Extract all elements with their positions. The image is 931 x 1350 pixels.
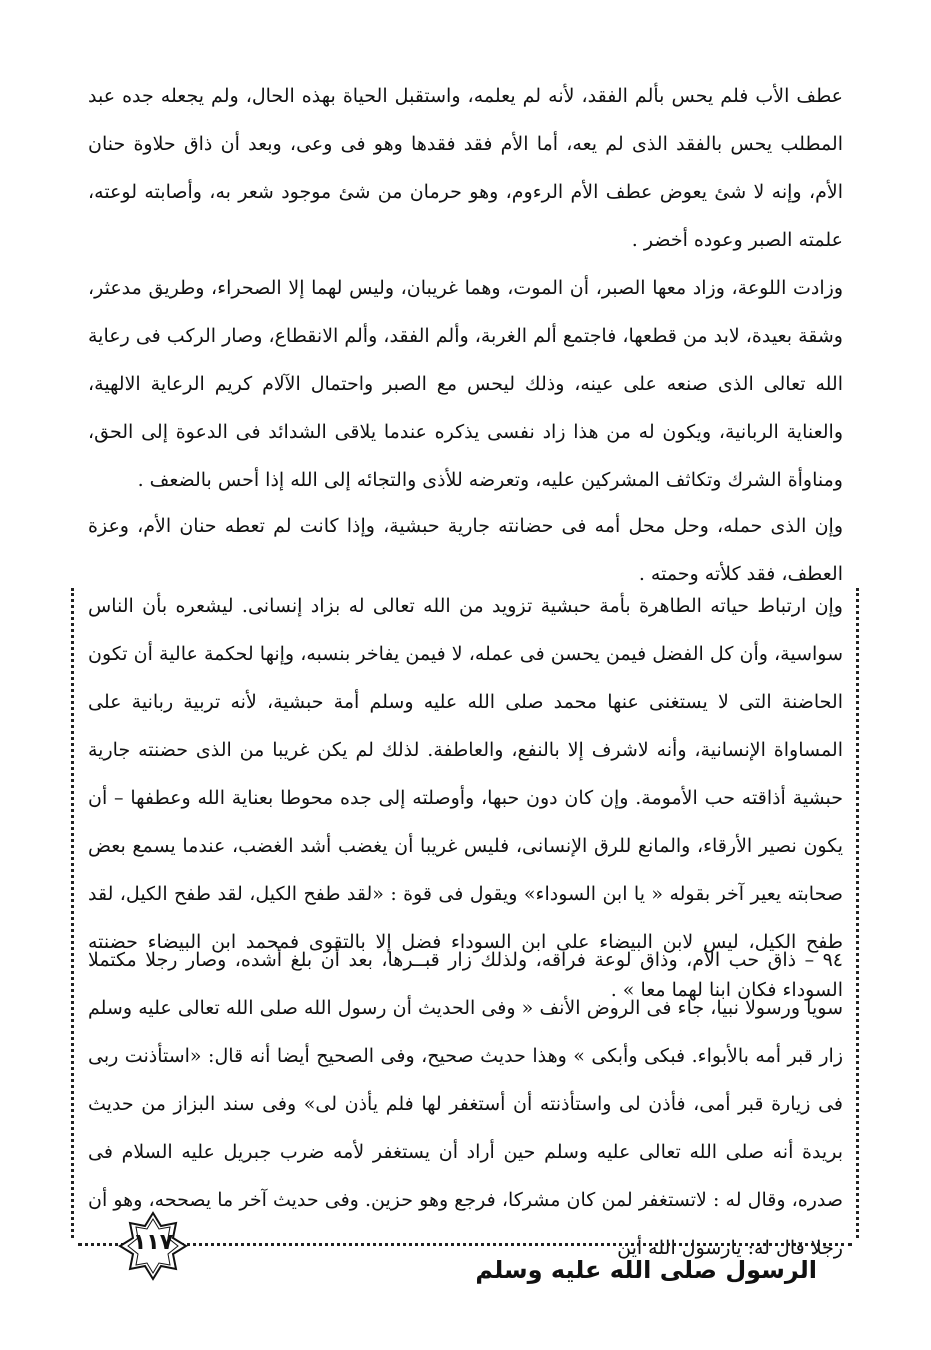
paragraph-1 (88, 72, 843, 264)
paragraph-5 (88, 936, 843, 1272)
paragraph-5-text: ٩٤ – ذاق حب الأم، وذاق لوعة فراقه، ولذلك زار قبــرها، بعد أن بلغ أشده، وصار رجلا مكتملا سويا ورسولا نبيا، جاء فى الروض الأنف « وفى الحديث أن رسول الله صلى الله تعالى عليه وسلم زار قبر أمه بالأبواء. فبكى وأبكى » وهذا حديث صحيح، وفى الصحيح أيضا أنه قال: «استأذنت ربى فى زيارة قبر أمى، فأذن لى واستأذنته أن أستغفر لها فلم يأذن لى» وفى سند البزاز من حديث بريدة أنه صلى الله تعالى عليه وسلم حين أراد أن يستغفر لأمه ضرب جبريل عليه السلام فى صدره، وقال له : لاتستغفر لمن كان مشركا، فرجع وهو حزين. وفى حديث آخر ما يصححه، وهو أن رجلا قال له: يارسول الله أين (88, 949, 843, 1259)
paragraph-4-text: وإن ارتباط حياته الطاهرة بأمة حبشية تزويد من الله تعالى له بزاد إنسانى. ليشعره بأن الناس سواسية، وأن كل الفضل فيمن يحسن فى عمله، لا فيمن يفاخر بنسبه، وإنها لحكمة عالية أن تكون الحاضنة التى لا يستغنى عنها محمد صلى الله عليه وسلم أمة حبشية، لأنه تربية ربانية على المساواة الإنسانية، وأنه لاشرف إلا بالنفع، والعاطفة. لذلك لم يكن غريبا من الذى حضنته جارية حبشية أذاقته حب الأمومة. وإن كان دون حبها، وأوصلته إلى جده محوطا بعناية الله وعطفها – أن يكون نصير الأرقاء، والمانع للرق الإنسانى، فليس غريبا أن يغضب أشد الغضب، عندما يسمع بعض صحابته يعير آخر بقوله « يا ابن السوداء» ويقول فى قوة : «لقد طفح الكيل، لقد طفح الكيل، لقد طفح الكيل، ليس لابن البيضاء على ابن السوداء فضل إلا بالتقوى فمحمد ابن البيضاء حضنته السوداء فكان ابنا لهما معا » . (88, 595, 843, 1001)
footer-rule (78, 1243, 852, 1246)
paragraph-1-text: عطف الأب فلم يحس بألم الفقد، لأنه لم يعلمه، واستقبل الحياة بهذه الحال، ولم يجعله جده عبد المطلب يحس بالفقد الذى لم يعه، أما الأم فقد فقدها وهو فى وعى، وبعد أن ذاق حلاوة حنان الأم، وإنه لا شئ يعوض عطف الأم الرءوم، وهو حرمان من شئ موجود شعر به، وأصابته لوعته، علمته الصبر وعوده أخضر . (88, 85, 843, 251)
frame-right-border (853, 588, 859, 1238)
paragraph-2-text: وزادت اللوعة، وزاد معها الصبر، أن الموت، وهما غريبان، وليس لهما إلا الصحراء، وطريق مدعثر، وشقة بعيدة، لابد من قطعها، فاجتمع ألم الغربة، وألم الفقد، وألم الانقطاع، وصار الركب فى رعاية الله تعالى الذى صنعه على عينه، وذلك ليحس مع الصبر واحتمال الآلام كريم الرعاية الالهية، والعناية الربانية، ويكون له من هذا زاد نفسى يذكره عندما يلاقى الشدائد فى الدعوة إلى الحق، ومناوأة الشرك وتكاثف المشركين عليه، وتعرضه للأذى والتجائه إلى الله إذا أحس بالضعف . (88, 277, 843, 491)
paragraph-2 (88, 264, 843, 504)
paragraph-3-text: وإن الذى حمله، وحل محل أمه فى حضانته جارية حبشية، وإذا كانت لم تعطه حنان الأم، وعزة العطف، فقد كلأته وحمته . (88, 515, 843, 585)
running-title: الرسول صلى الله عليه وسلم (475, 1256, 817, 1284)
frame-left-border (71, 588, 77, 1238)
page-number: ١١٧ (132, 1230, 174, 1255)
